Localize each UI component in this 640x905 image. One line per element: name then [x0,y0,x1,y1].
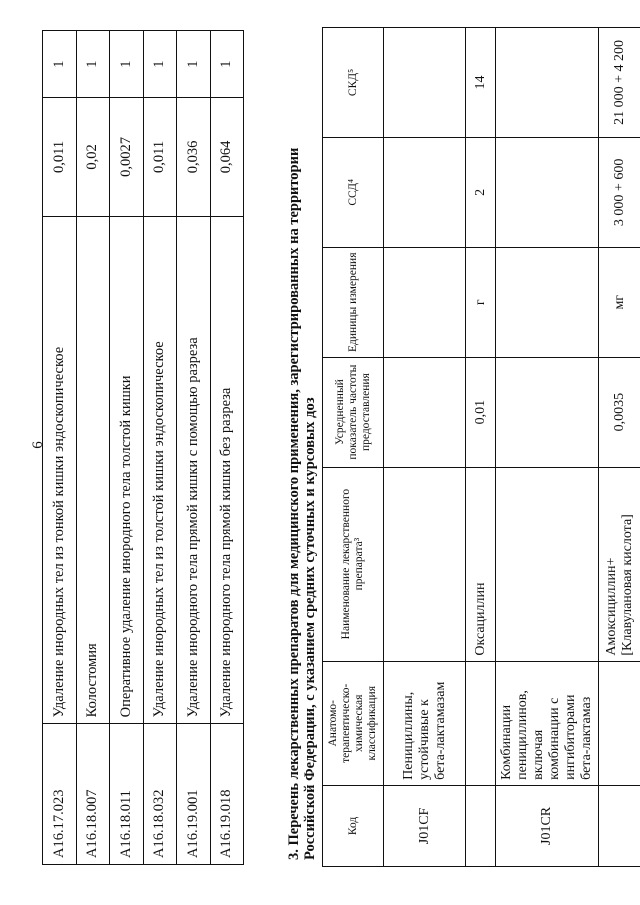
drug-ssd: 3 000 + 600 [599,137,640,247]
drug-unit: мг [599,247,640,357]
section-title-line1: 3. Перечень лекарственных препаратов для медицинского применения, зарегистрированных на территории [286,147,302,860]
service-frequency: 0,036 [177,98,211,216]
service-name: Оперативное удаление инородного тела толстой кишки [110,216,144,724]
service-count: 1 [177,31,211,98]
table-row [466,28,496,867]
service-count: 1 [143,31,177,98]
service-count: 1 [110,31,144,98]
service-frequency: 0,064 [210,98,244,216]
service-name: Удаление инородного тела прямой кишки с помощью разреза [177,216,211,724]
table-row [76,31,110,865]
header-ssd: ССД⁴ [323,137,384,247]
header-unit: Единицы измерения [323,247,384,357]
service-name: Удаление инородных тел из толстой кишки эндоскопическое [143,216,177,724]
service-count: 1 [76,31,110,98]
drug-ssd [384,137,466,247]
drug-atx [466,661,496,785]
table-row [384,28,466,867]
drug-skd: 14 [466,28,496,138]
drug-atx: Комбинации пенициллинов, включая комбинации с ингибиторами бета-лактамаз [496,661,599,785]
service-code: A16.18.032 [143,724,177,865]
drug-name [384,467,466,661]
table-row [177,31,211,865]
header-kod: Код [323,785,384,866]
drug-frequency [384,357,466,467]
header-skd: СКД⁵ [323,28,384,138]
page-number: 6 [30,441,46,449]
drug-kod [599,785,640,866]
drug-kod: J01CF [384,785,466,866]
drug-skd [384,28,466,138]
service-count: 1 [43,31,77,98]
drug-kod: J01CR [496,785,599,866]
drug-ssd: 2 [466,137,496,247]
service-name: Удаление инородного тела прямой кишки без разреза [210,216,244,724]
drugs-table [322,27,640,867]
drug-frequency: 0,0035 [599,357,640,467]
table-row [143,31,177,865]
header-row [323,28,384,867]
header-drug-name: Наименование лекарственного препарата³ [323,467,384,661]
drug-ssd [496,137,599,247]
drug-frequency: 0,01 [466,357,496,467]
drug-kod [466,785,496,866]
service-frequency: 0,011 [43,98,77,216]
drug-name: Оксациллин [466,467,496,661]
section-title [286,30,318,860]
drug-atx: Пенициллины, устойчивые к бета-лактамазам [384,661,466,785]
header-frequency: Усредненный показатель частоты предоставления [323,357,384,467]
table-row [43,31,77,865]
service-frequency: 0,0027 [110,98,144,216]
service-name: Колостомия [76,216,110,724]
service-code: A16.19.001 [177,724,211,865]
drug-skd [496,28,599,138]
drug-name [496,467,599,661]
services-table [42,30,244,865]
drug-name: Амоксициллин+ [Клавулановая кислота] [599,467,640,661]
drug-frequency [496,357,599,467]
drug-unit: г [466,247,496,357]
section-title-line2: Российской Федерации, с указанием средних суточных и курсовых доз [302,397,318,860]
table-row [110,31,144,865]
drug-unit [496,247,599,357]
table-row [599,28,640,867]
table-row [210,31,244,865]
header-atx: Анатомо-терапевтическо-химическая классификация [323,661,384,785]
service-frequency: 0,011 [143,98,177,216]
drug-skd: 21 000 + 4 200 [599,28,640,138]
service-count: 1 [210,31,244,98]
service-code: A16.18.007 [76,724,110,865]
service-name: Удаление инородных тел из тонкой кишки эндоскопическое [43,216,77,724]
service-code: A16.17.023 [43,724,77,865]
drug-atx [599,661,640,785]
table-row [496,28,599,867]
service-frequency: 0,02 [76,98,110,216]
drug-unit [384,247,466,357]
service-code: A16.18.011 [110,724,144,865]
service-code: A16.19.018 [210,724,244,865]
